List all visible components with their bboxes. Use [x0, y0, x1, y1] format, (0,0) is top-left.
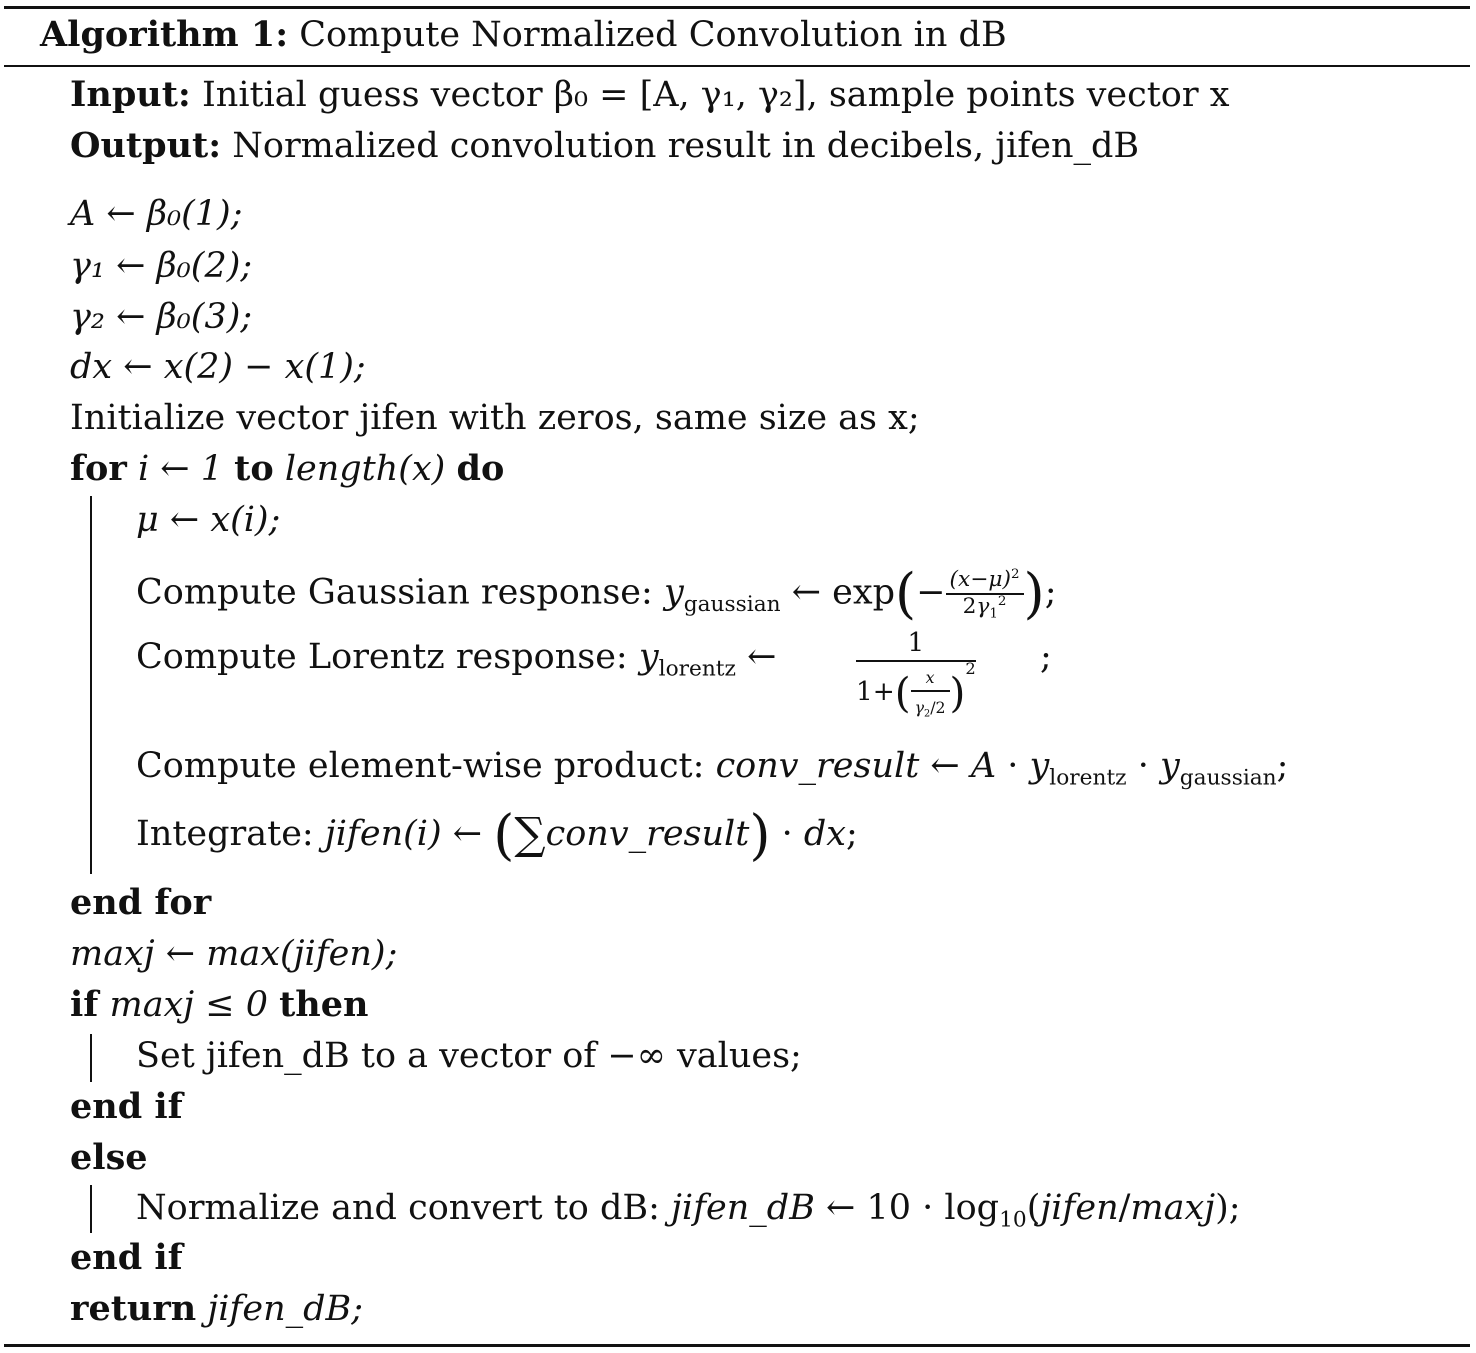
else-block-bar [90, 1185, 92, 1233]
return-line [70, 1289, 363, 1329]
if-block-bar [90, 1034, 92, 1082]
init-jifen-line: Initialize vector jifen with zeros, same size as x; [70, 398, 920, 438]
algorithm-caption [40, 14, 1007, 56]
mu-line: μ ← x(i); [136, 500, 281, 540]
return-keyword: return [70, 1288, 197, 1329]
assign-gamma2-line: γ₂ ← β₀(3); [70, 297, 253, 337]
product-line: Compute element-wise product: conv_result ← $A \cdot y_{lorentz} \cdot y_{gaussian}$; [136, 746, 1289, 791]
lorentz-line: Compute Lorentz response: $y_{lorentz}$ ← [136, 637, 777, 682]
normalize-label: Normalize and convert to dB: [136, 1188, 660, 1228]
integrate-line: Integrate: jifen(i) ← (∑conv_result) · dx; [136, 803, 858, 867]
if-condition: maxj ≤ 0 [109, 985, 268, 1025]
output-text: Normalized convolution result in decibels, jifen_dB [232, 126, 1140, 166]
caption-rule [4, 65, 1470, 67]
top-rule [4, 6, 1470, 9]
for-range: length(x) [284, 449, 446, 489]
lorentz-label: Compute Lorentz response: [136, 637, 628, 677]
input-keyword: Input: [70, 74, 191, 115]
set-line: Set jifen_dB to a vector of −∞ values; [136, 1036, 802, 1076]
input-text: Initial guess vector β₀ = [A, γ₁, γ₂], sample points vector x [201, 75, 1230, 115]
return-value: jifen_dB; [207, 1289, 364, 1329]
algorithm-label: Algorithm 1: [40, 14, 289, 55]
normalize-line: Normalize and convert to dB: jifen_dB ← $10 \cdot \log_{10}(jifen/\max j)$; [136, 1188, 1241, 1233]
do-keyword: do [456, 448, 505, 489]
output-keyword: Output: [70, 125, 222, 166]
input-line [70, 75, 1229, 115]
assign-gamma1-line: γ₁ ← β₀(2); [70, 246, 253, 286]
for-keyword: for [70, 448, 127, 489]
end-if-line-2: end if [70, 1237, 183, 1278]
integrate-label: Integrate: [136, 814, 314, 854]
assign-a-line: A ← β₀(1); [70, 194, 243, 234]
for-init: i ← 1 [137, 449, 224, 489]
for-block-bar [90, 496, 92, 874]
end-if-line-1: end if [70, 1086, 183, 1127]
to-keyword: to [234, 448, 274, 489]
bottom-rule [4, 1344, 1470, 1347]
for-line [70, 449, 504, 489]
gaussian-label: Compute Gaussian response: [136, 572, 653, 613]
then-keyword: then [279, 984, 369, 1025]
lorentz-fraction: 1 1+( $\frac{x}{\gamma_2/2}$ )$^2$ [856, 628, 976, 720]
end-for-line: end for [70, 882, 212, 923]
product-label: Compute element-wise product: [136, 746, 705, 786]
else-line: else [70, 1137, 148, 1178]
output-line [70, 126, 1139, 166]
maxj-line: maxj ← max(jifen); [70, 934, 398, 974]
if-keyword: if [70, 984, 99, 1025]
gaussian-line: Compute Gaussian response: $y_{gaussian}$ ← exp(− $\frac{(x-\mu)^2}{2\gamma_1^2}$ ); [136, 561, 1057, 625]
gaussian-fraction: $\frac{(x-\mu)^2}{2\gamma_1^2}$ [946, 568, 1024, 620]
algorithm-title: Compute Normalized Convolution in dB [299, 15, 1007, 55]
assign-dx-line: dx ← x(2) − x(1); [70, 347, 366, 387]
if-line [70, 985, 368, 1025]
